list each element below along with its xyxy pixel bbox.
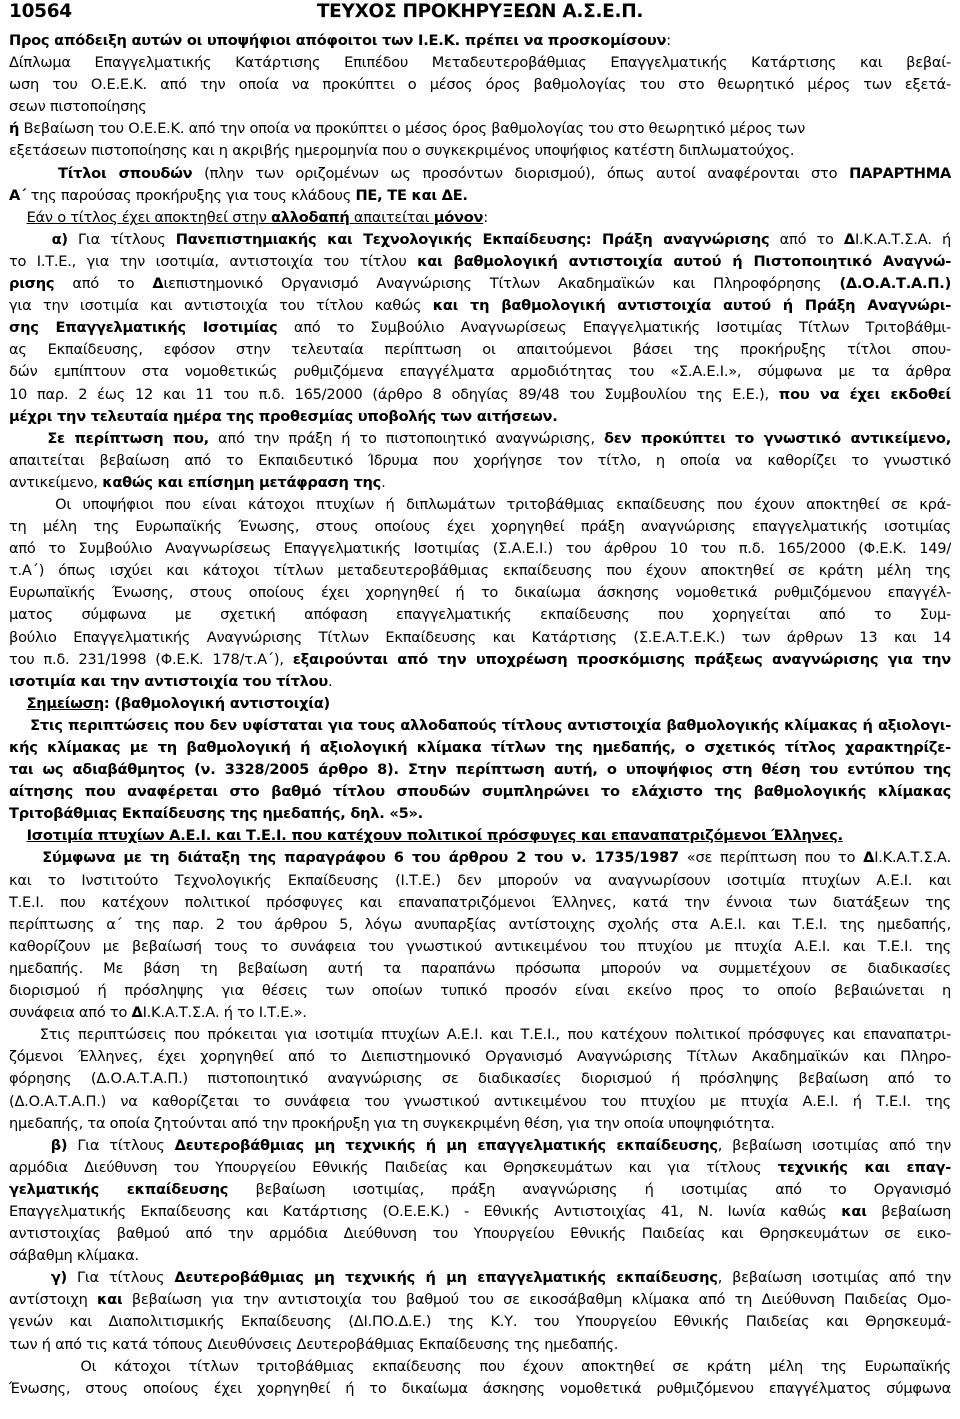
text-run: Σε περίπτωση που, [9, 429, 209, 447]
text-run: διορισμού ή πρόσληψης για θέσεις των οποίων τυπικό προσόν είναι εκείνο προς το οποίο βεβαιώνεται η [9, 982, 951, 1000]
text-run: Για τίτλους [67, 1136, 175, 1154]
text-line [9, 251, 951, 273]
text-run: κής κλίμακας με τη βαθμολογική ή αξιολογική κλίμακα τίτλων της ημεδαπής, ο σχετικός τίτλος χαρακτηρίζε- [9, 739, 951, 756]
text-run: Εάν ο τίτλος έχει αποκτηθεί στην [26, 208, 272, 226]
text-run: ιεπιστημονικό Οργανισμό Αναγνώρισης Τίτλων Ακαδημαϊκών και Πληροφόρησης [163, 275, 840, 293]
text-run: ας Εκπαίδευσης, εφόσον στην τελευταία περίπτωση οι απαιτούμενοι βάσει της προκήρυξης τίτλοι σπου- [9, 341, 951, 359]
text-line [9, 273, 951, 295]
text-run: και το Ινστιτούτο Τεχνολογικής Εκπαίδευσης (Ι.Τ.Ε.) δεν μπορούν να αναγνωρίσουν ισοτιμία πτυχίων Α.Ε.Ι. και [9, 871, 951, 889]
text-run: Ι.Κ.Α.Τ.Σ.Α. [874, 849, 951, 867]
text-run: Προς απόδειξη αυτών οι υποψήφιοι απόφοιτοι των Ι.Ε.Κ. πρέπει να προσκομίσουν [9, 32, 667, 49]
text-run: Α΄ [9, 186, 27, 204]
text-run: σης Επαγγελματικής Ισοτιμίας [9, 319, 278, 337]
text-run: Οι υποψήφιοι που είναι κάτοχοι πτυχίων ή διπλωμάτων τριτοβάθμιας εκπαίδευσης που έχουν αποκτηθεί σε κρά- [9, 495, 951, 513]
text-run [9, 695, 27, 712]
text-line [9, 914, 951, 936]
text-run: , βεβαίωση ισοτιμίας από την [717, 1136, 951, 1154]
text-line [9, 118, 951, 140]
text-run: αλλοδαπή [271, 208, 350, 226]
text-line [9, 317, 951, 339]
text-run: φόρησης (Δ.Ο.Α.Τ.Α.Π.) πιστοποιητικό αναγνώρισης σε διαδικασίες διορισμού ή πρόσληψης βεβαίωση από το [9, 1070, 951, 1088]
text-run: ωση του Ο.Ε.Ε.Κ. από την οποία να προκύπτει ο μέσος όρος βαθμολογίας του στο θεωρητικό μέρος των εξετά- [9, 76, 951, 94]
text-line [9, 74, 951, 96]
text-line [9, 671, 951, 693]
text-line [9, 428, 951, 450]
text-line [9, 1068, 951, 1090]
text-run: Για τίτλους [67, 230, 176, 248]
text-line [9, 538, 951, 560]
text-line [9, 1267, 951, 1289]
text-line [9, 1378, 951, 1400]
text-line [9, 52, 951, 74]
text-run: Τ.Ε.Ι. που κατέχουν πολιτικοί πρόσφυγες και επαναπατριζόμενοι Έλληνες, κατά την έννοια των διατάξεων της [9, 893, 951, 911]
text-run: : (βαθμολογική αντιστοιχία) [103, 694, 330, 712]
text-line [9, 295, 951, 317]
text-run: , βεβαίωση ισοτιμίας από την [717, 1269, 951, 1287]
text-run: σάβαθμη κλίμακα. [9, 1247, 139, 1265]
text-run: β) [9, 1136, 68, 1154]
text-run: α) [9, 230, 68, 248]
text-run: Βεβαίωση του Ο.Ε.Ε.Κ. από την οποία να προκύπτει ο μέσος όρος βαθμολογίας του στο θεωρητικό μέρος των [19, 120, 806, 138]
document-body [9, 30, 951, 1400]
text-run: Δ [131, 1004, 143, 1022]
text-run: ται ως αδιαβάθμητος (ν. 3328/2005 άρθρο 8). Στην περίπτωση αυτή, ο υποψήφιος στη θέση του εντύπου της [9, 761, 951, 779]
text-run: γελματικής εκπαίδευσης [9, 1180, 229, 1198]
text-run: (Δ.Ο.Α.Τ.Α.Π.) [839, 275, 951, 293]
text-run: ρισης [9, 275, 55, 293]
text-run: καθορίζουν με βεβαίωσή τους το συνάφεια του γνωστικού αντικειμένου του πτυχίου με πτυχία Α.Ε.Ι. και Τ.Ε.Ι. της [9, 937, 951, 955]
text-run: εξετάσεων πιστοποίησης και η ακριβής ημερομηνία που ο συγκεκριμένος υποψήφιος κατέστη διπλωματούχος. [9, 142, 795, 160]
text-run: αίτησης που αναφέρεται στο βαθμό τίτλου σπουδών συμπληρώνει το ελάχιστο της βαθμολογικής κλίμακας [9, 783, 951, 801]
text-line [9, 627, 951, 649]
text-run: απαιτείται [349, 208, 434, 226]
text-run: Ισοτιμία πτυχίων Α.Ε.Ι. και Τ.Ε.Ι. που κατέχουν πολιτικοί πρόσφυγες και επαναπατριζόμενοι Έλληνες. [26, 827, 843, 845]
text-run: και [97, 1291, 123, 1309]
text-line [9, 737, 951, 759]
text-run: γενών και Διαπολιτισμικής Εκπαίδευσης (ΔΙ.ΠΟ.Δ.Ε.) της Κ.Υ. του Υπουργείου Εθνικής Παιδείας και Θρησκευμά- [9, 1313, 951, 1331]
text-run: Τριτοβάθμιας Εκπαίδευσης της ημεδαπής, δηλ. «5». [9, 805, 423, 823]
text-run: και βαθμολογική αντιστοιχία αυτού ή Πιστοποιητικό Αναγνώ- [417, 252, 951, 270]
text-line [9, 715, 951, 737]
text-line [9, 1311, 951, 1333]
text-run: από την πράξη ή το πιστοποιητικό αναγνώρισης, [208, 429, 604, 447]
text-line [9, 803, 951, 825]
text-run: και τη βαθμολογική αντιστοιχία αυτού ή Πράξη Αναγνώρι- [432, 297, 951, 315]
text-line [9, 1289, 951, 1311]
text-run: «σε περίπτωση που το [678, 849, 864, 867]
text-run: και [841, 1202, 867, 1220]
text-run: εξαιρούνται από την υποχρέωση προσκόμισης πράξεως αναγνώρισης για την [292, 650, 951, 668]
text-run: Δ [863, 849, 875, 867]
text-run: . [328, 672, 333, 690]
text-run: Δ [152, 275, 164, 293]
text-run: των ή από τις κατά τόπους Διευθύνσεις Δευτεροβάθμιας Εκπαίδευσης της ημεδαπής. [9, 1335, 619, 1353]
text-line [9, 494, 951, 516]
text-line [9, 1334, 951, 1356]
text-run: (Δ.Ο.Α.Τ.Α.Π.) να καθορίζεται το συνάφεια του γνωστικού αντικειμένου του πτυχίου με πτυχία Α.Ε.Ι. ή Τ.Ε.Ι. της [9, 1092, 951, 1110]
text-run: Ι.Κ.Α.Τ.Σ.Α. ή το Ι.Τ.Ε.». [142, 1004, 307, 1022]
text-run: μέχρι την τελευταία ημέρα της προθεσμίας υποβολής των αιτήσεων. [9, 407, 558, 425]
text-run: Πανεπιστημιακής και Τεχνολογικής Εκπαίδευσης: Πράξη αναγνώρισης [175, 230, 770, 248]
text-run: από το [769, 230, 844, 248]
text-run: το Ι.Τ.Ε., για την ισοτιμία, αντιστοιχία του τίτλου [9, 252, 418, 270]
text-run: του π.δ. 231/1998 (Φ.Ε.Κ. 178/τ.Α΄), [9, 650, 293, 668]
text-line [9, 604, 951, 626]
text-run: ΠΑΡΑΡΤΗΜΑ [849, 164, 951, 182]
text-line [9, 847, 951, 869]
text-line [9, 30, 951, 52]
text-line [9, 1157, 951, 1179]
text-run: ματος σύμφωνα με σχετική απόφαση επαγγελματικής εκπαίδευσης που χορηγείται από το Συμ- [9, 606, 951, 624]
text-line [9, 582, 951, 604]
text-run: τεχνικής και επαγ- [777, 1158, 951, 1176]
text-run [9, 209, 27, 226]
page-header [9, 0, 951, 25]
text-run: ισοτιμία και την αντιστοιχία του τίτλου [9, 672, 329, 690]
text-run: Οι κάτοχοι τίτλων τριτοβάθμιας εκπαίδευσης που έχουν αποκτηθεί σε κράτη μέλη της Ευρωπαϊκής [9, 1357, 951, 1375]
text-run: αντίστοιχη [9, 1291, 98, 1309]
text-line [9, 207, 951, 229]
text-run: βεβαίωση ισοτιμίας, πράξη αναγνώρισης ή ισοτιμίας από το Οργανισμό [228, 1180, 951, 1198]
text-line [9, 1046, 951, 1068]
page-number: 10564 [9, 1, 72, 22]
text-line [9, 384, 951, 406]
text-line [9, 229, 951, 251]
text-run: Στις περιπτώσεις που πρόκειται για ισοτιμία πτυχίων Α.Ε.Ι. και Τ.Ε.Ι., που κατέχουν πολιτικοί πρόσφυγες και επαναπατρι- [9, 1026, 951, 1044]
text-run: από το Συμβούλιο Αναγνωρίσεως Επαγγελματικής Ισοτιμίας Τίτλων Τριτοβάθμι- [277, 319, 951, 337]
text-run: δεν προκύπτει το γνωστικό αντικείμενο, [603, 429, 951, 447]
text-line [9, 1002, 951, 1024]
text-run: Σημείωση [26, 694, 104, 712]
text-run: σεων πιστοποίησης [9, 98, 147, 116]
text-line [9, 406, 951, 428]
text-line [9, 759, 951, 781]
text-line [9, 1223, 951, 1245]
text-run: βεβαίωση [866, 1202, 951, 1220]
text-run: Για τίτλους [66, 1269, 175, 1287]
text-line [9, 1135, 951, 1157]
text-run: . [381, 473, 386, 491]
text-line [9, 560, 951, 582]
text-run: τ.Α΄) όπως ισχύει και κάτοχοι τίτλων μεταδευτεροβάθμιας εκπαίδευσης που έχουν αποκτηθεί σε κράτη μέλη της [9, 562, 951, 580]
text-line [9, 649, 951, 671]
text-run: απαιτείται βεβαίωση από το Εκπαιδευτικό Ίδρυμα που χορήγησε τον τίτλο, η οποία να καθορίζει το γνωστικό [9, 451, 951, 469]
text-run: Δίπλωμα Επαγγελματικής Κατάρτισης Επιπέδου Μεταδευτεροβάθμιας Επαγγελματικής Κατάρτισης και βεβαί- [9, 54, 951, 72]
text-run: ημεδαπής. Με βάση τη βεβαίωση αυτή τα παραπάνω πρόσωπα μπορούν να συμμετέχουν σε διαδικασίες [9, 959, 951, 977]
text-run: Δευτεροβάθμιας μη τεχνικής ή μη επαγγελματικής εκπαίδευσης [174, 1136, 718, 1154]
text-line [9, 870, 951, 892]
text-line [9, 140, 951, 162]
text-line [9, 1245, 951, 1267]
text-run: μόνον [433, 208, 484, 226]
text-run: Δ [843, 230, 855, 248]
text-line [9, 1356, 951, 1378]
text-line [9, 693, 951, 715]
text-run: 10 παρ. 2 έως 12 και 11 του π.δ. 165/2000 (άρθρο 8 οδηγίας 89/48 του Συμβουλίου της Ε.Ε.), [9, 385, 779, 403]
text-line [9, 1201, 951, 1223]
text-run: βεβαίωση για την αντιστοιχία του βαθμού του σε εικοσάβαθμη κλίμακα από τη Διεύθυνση Παιδείας Ομο- [122, 1291, 951, 1309]
text-run: συνάφεια από το [9, 1004, 132, 1022]
text-line [9, 781, 951, 803]
text-run: Ι.Κ.Α.Τ.Σ.Α. ή [854, 230, 951, 248]
text-run: δών εμπίπτουν στα νομοθετικώς ρυθμιζόμενα επαγγέλματα αρμοδιότητας του «Σ.Α.Ε.Ι.», σύμφωνα με τα άρθρα [9, 363, 951, 381]
text-run: περίπτωσης α΄ της παρ. 2 του άρθρου 5, λόγω ανυπαρξίας αντίστοιχης σχολής στα Α.Ε.Ι. και Τ.Ε.Ι. της ημεδαπής, [9, 915, 951, 933]
text-run: της παρούσας προκήρυξης για τους κλάδους [26, 186, 356, 204]
text-line [9, 1024, 951, 1046]
text-run: για την ισοτιμία και αντιστοιχία του τίτλου καθώς [9, 297, 433, 315]
text-line [9, 936, 951, 958]
text-run: Ένωσης, στους οποίους έχει χορηγηθεί ή το δικαίωμα άσκησης νομοθετικά ρυθμιζόμενου επαγγέλματος σύμφωνα [9, 1379, 951, 1397]
text-run: αντικείμενο, [9, 473, 103, 491]
text-run: : [483, 208, 488, 226]
text-run: Επαγγελματικής Εκπαίδευσης και Κατάρτισης (Ο.Ε.Ε.Κ.) - Εθνικής Αντιστοιχίας 41, Ν. Ιωνία καθώς [9, 1202, 842, 1220]
text-run: καθώς και επίσημη μετάφραση της [102, 473, 382, 491]
text-line [9, 185, 951, 207]
text-line [9, 958, 951, 980]
text-run: Δευτεροβάθμιας μη τεχνικής ή μη επαγγελματικής εκπαίδευσης [174, 1269, 718, 1287]
text-run: Τίτλοι σπουδών [9, 164, 193, 182]
text-line [9, 1179, 951, 1201]
text-line [9, 1091, 951, 1113]
text-line [9, 980, 951, 1002]
text-line [9, 96, 951, 118]
text-run: ημεδαπής, τα οποία ζητούνται από την προκήρυξη για τη συγκεκριμένη θέση, για την οποία υποψηφιότητα. [9, 1114, 775, 1132]
text-run: Ευρωπαϊκής Ένωσης, στους οποίους έχει χορηγηθεί ή το δικαίωμα άσκησης νομοθετικά ρυθμιζόμενου επαγγέλ- [9, 584, 951, 602]
text-run: ή [9, 120, 20, 138]
text-run: Σύμφωνα με τη διάταξη της παραγράφου 6 του άρθρου 2 του ν. 1735/1987 [9, 849, 679, 867]
text-line [9, 1113, 951, 1135]
text-run: από το Συμβούλιο Αναγνωρίσεως Επαγγελματικής Ισοτιμίας (Σ.Α.Ε.Ι.) του άρθρου 10 του π.δ. 165/2000 (Φ.Ε.Κ. 149/ [9, 540, 951, 558]
text-run [9, 827, 27, 844]
text-run: που να έχει εκδοθεί [778, 385, 951, 403]
text-line [9, 361, 951, 383]
text-run: αρμόδια Διεύθυνση του Υπουργείου Εθνικής Παιδείας και Θρησκευμάτων και για τίτλους [9, 1158, 778, 1176]
text-run: βούλιο Επαγγελματικής Αναγνώρισης Τίτλων Εκπαίδευσης και Κατάρτισης (Σ.Ε.Α.Τ.Ε.Κ.) των άρθρων 13 και 14 [9, 628, 951, 646]
text-run: (πλην των οριζομένων ως προσόντων διορισμού), όπως αυτοί αναφέρονται στο [192, 164, 850, 182]
text-run: αντιστοιχίας βαθμού από την αρμόδια Διεύθυνση του Υπουργείου Εθνικής Παιδείας και Θρησκευμάτων σε εικο- [9, 1225, 951, 1243]
text-line [9, 339, 951, 361]
text-run: Στις περιπτώσεις που δεν υφίσταται για τους αλλοδαπούς τίτλους αντιστοιχία βαθμολογικής κλίμακας ή αξιολογι- [9, 716, 951, 734]
text-line [9, 450, 951, 472]
text-line [9, 892, 951, 914]
text-run: από το [54, 275, 153, 293]
text-line [9, 163, 951, 185]
text-line [9, 516, 951, 538]
text-line [9, 825, 951, 847]
text-run: : [666, 32, 671, 49]
text-run: ΠΕ, ΤΕ και ΔΕ. [355, 186, 468, 204]
text-run: ζόμενοι Έλληνες, έχει χορηγηθεί από το Διεπιστημονικό Οργανισμό Αναγνώρισης Τίτλων Ακαδημαϊκών και Πληρο- [9, 1048, 951, 1066]
text-line [9, 472, 951, 494]
text-run: γ) [9, 1269, 67, 1287]
issue-title: ΤΕΥΧΟΣ ΠΡΟΚΗΡΥΞΕΩΝ Α.Σ.Ε.Π. [316, 1, 644, 22]
text-run: τη μέλη της Ευρωπαϊκής Ένωσης, στους οποίους έχει χορηγηθεί πράξη αναγνώρισης επαγγελματικής ισοτιμίας [9, 518, 951, 536]
